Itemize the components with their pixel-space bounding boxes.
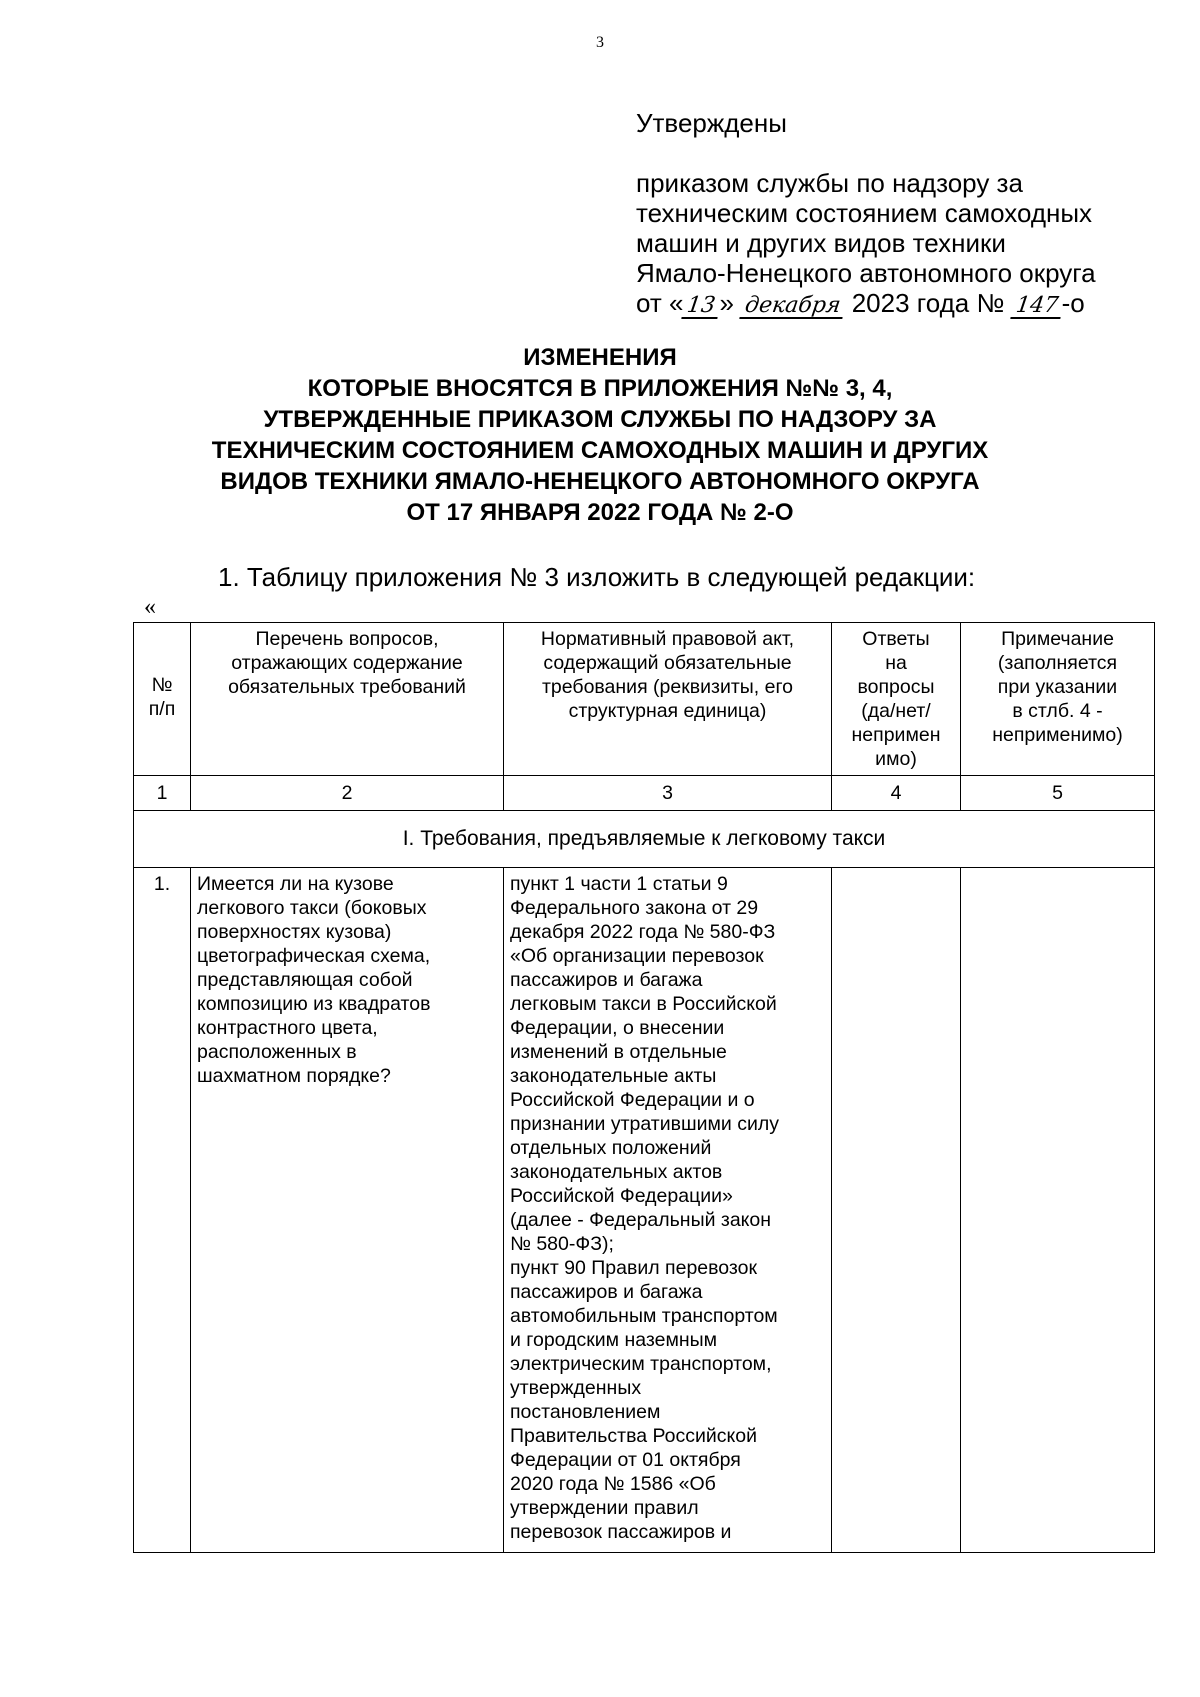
title-line: ВИДОВ ТЕХНИКИ ЯМАЛО-НЕНЕЦКОГО АВТОНОМНОГО ОКРУГА: [220, 468, 980, 495]
title-line: ОТ 17 ЯНВАРЯ 2022 ГОДА № 2-О: [406, 499, 794, 526]
header-answers: Ответы на вопросы (да/нет/ непримен имо): [832, 623, 961, 776]
column-number: 1: [134, 776, 191, 811]
approved-heading: Утверждены: [636, 108, 787, 138]
header-number: № п/п: [134, 623, 191, 776]
title-line: ТЕХНИЧЕСКИМ СОСТОЯНИЕМ САМОХОДНЫХ МАШИН И ДРУГИХ: [211, 437, 989, 464]
column-number: 3: [504, 776, 832, 811]
approval-line: техническим состоянием самоходных: [636, 198, 1093, 228]
handwritten-day: 13: [682, 295, 721, 319]
handwritten-number: 147: [1010, 295, 1063, 319]
title-line: КОТОРЫЕ ВНОСЯТСЯ В ПРИЛОЖЕНИЯ №№ 3, 4,: [307, 375, 893, 402]
requirements-table: [133, 622, 1155, 1553]
row-legal-act: пункт 1 части 1 статьи 9 Федерального закона от 29 декабря 2022 года № 580-ФЗ «Об организации перевозок пассажиров и багажа легковым такси в Российской Федерации, о внесении изменений в отдельные законодательные акты Российской Федерации и о признании утратившими силу отдельных положений законодательных актов Российской Федерации» (далее - Федеральный закон № 580-ФЗ); пункт 90 Правил перевозок пассажиров и багажа автомобильным транспортом и городским наземным электрическим транспортом, утвержденных постановлением Правительства Российской Федерации от 01 октября 2020 года № 1586 «Об утверждении правил перевозок пассажиров и: [504, 868, 832, 1553]
row-answer: [832, 868, 961, 1553]
document-title: [0, 342, 1200, 528]
header-legal-act: Нормативный правовой акт, содержащий обязательные требования (реквизиты, его структурная единица): [504, 623, 832, 776]
date-mid: »: [719, 288, 734, 318]
header-note: Примечание (заполняется при указании в стлб. 4 - неприменимо): [961, 623, 1155, 776]
title-line: УТВЕРЖДЕННЫЕ ПРИКАЗОМ СЛУЖБЫ ПО НАДЗОРУ ЗА: [263, 406, 937, 433]
approval-line: машин и других видов техники: [636, 228, 1006, 258]
page-number: 3: [596, 34, 604, 51]
table-header-row: [134, 623, 1155, 776]
row-note: [961, 868, 1155, 1553]
column-number: 5: [961, 776, 1155, 811]
approval-line: приказом службы по надзору за: [636, 168, 1023, 198]
column-number: 4: [832, 776, 961, 811]
approval-date-line: [636, 288, 1176, 319]
title-line: ИЗМЕНЕНИЯ: [523, 344, 677, 371]
approval-block: [636, 108, 1176, 319]
intro-paragraph: 1. Таблицу приложения № 3 изложить в следующей редакции:: [218, 562, 976, 592]
approval-line: Ямало-Ненецкого автономного округа: [636, 258, 1096, 288]
date-prefix: от «: [636, 288, 684, 318]
row-question: Имеется ли на кузове легкового такси (боковых поверхностях кузова) цветографическая схема, представляющая собой композицию из квадратов контрастного цвета, расположенных в шахматном порядке?: [191, 868, 504, 1553]
section-title: I. Требования, предъявляемые к легковому такси: [134, 811, 1155, 868]
column-number: 2: [191, 776, 504, 811]
section-row: [134, 811, 1155, 868]
table-row: [134, 868, 1155, 1553]
row-number: 1.: [134, 868, 191, 1553]
handwritten-month: декабря: [740, 295, 847, 319]
column-numbers-row: [134, 776, 1155, 811]
year-text: 2023 года №: [851, 288, 1005, 318]
header-questions: Перечень вопросов, отражающих содержание обязательных требований: [191, 623, 504, 776]
number-suffix: -о: [1061, 288, 1085, 318]
opening-quote: «: [144, 594, 156, 620]
